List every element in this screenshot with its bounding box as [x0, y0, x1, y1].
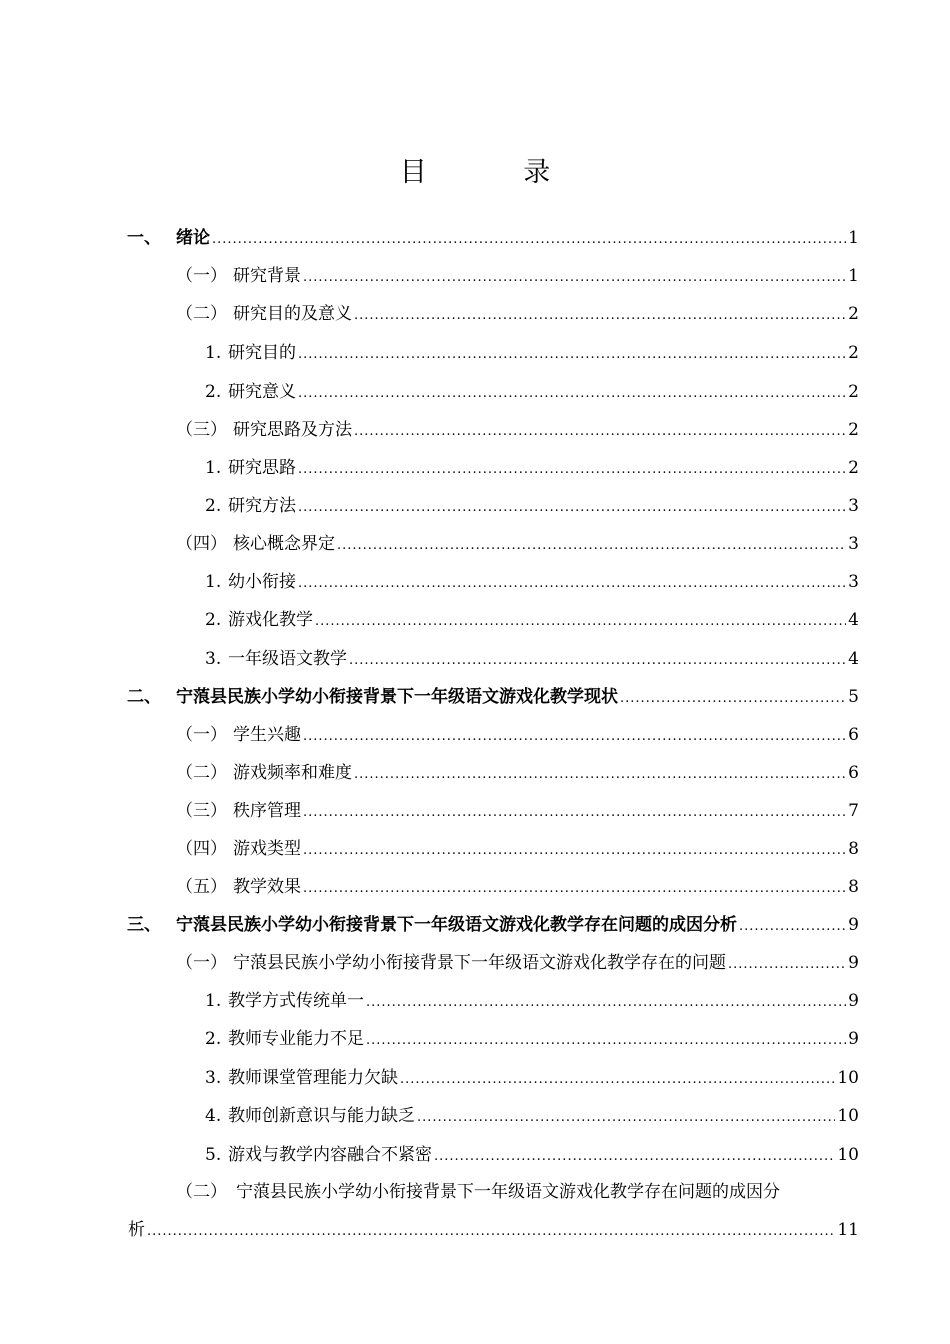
- toc-leader-dots: [417, 1104, 835, 1132]
- toc-entry-page: 3: [848, 572, 859, 592]
- toc-entry-page: 8: [848, 877, 859, 897]
- toc-leader-dots: [739, 913, 846, 941]
- toc-entry-page: 1: [848, 228, 859, 248]
- toc-entry-label: 游戏与教学内容融合不紧密: [228, 1143, 434, 1171]
- toc-entry-number: 1.: [205, 343, 222, 363]
- toc-entry-number: 3.: [205, 649, 222, 669]
- toc-entry-page: 10: [837, 1145, 859, 1165]
- toc-leader-dots: [303, 837, 846, 865]
- toc-entry-page: 2: [848, 382, 859, 402]
- toc-entry-page: 3: [848, 534, 859, 554]
- toc-entry-label: 游戏类型: [233, 837, 303, 865]
- toc-entry[interactable]: [0, 1066, 950, 1090]
- toc-entry-page: 6: [848, 725, 859, 745]
- toc-entry-number: 4.: [205, 1106, 222, 1126]
- toc-entry[interactable]: [0, 494, 950, 518]
- toc-entry[interactable]: [0, 1143, 950, 1167]
- toc-title: 目 录: [399, 157, 595, 188]
- toc-leader-dots: [434, 1143, 835, 1171]
- toc-entry[interactable]: [0, 647, 950, 671]
- toc-leader-dots: [349, 647, 846, 675]
- toc-entry-page: 2: [848, 458, 859, 478]
- toc-entry[interactable]: [0, 608, 950, 632]
- toc-entry[interactable]: [0, 226, 950, 250]
- toc-entry-label: 教学效果: [233, 875, 303, 903]
- toc-entry[interactable]: [0, 341, 950, 365]
- toc-entry-number: （一）: [176, 266, 227, 286]
- toc-entry-number: 2.: [205, 382, 222, 402]
- toc-entry-page: 10: [837, 1106, 859, 1126]
- toc-entry-label: 教师创新意识与能力缺乏: [228, 1104, 417, 1132]
- toc-entry-page: 1: [848, 266, 859, 286]
- toc-entry-label: 游戏化教学: [228, 608, 315, 636]
- toc-entry-number: （二）: [176, 1182, 227, 1202]
- toc-entry-page: 9: [848, 991, 859, 1011]
- toc-entry-wrapped-continuation[interactable]: [0, 1218, 950, 1242]
- toc-entry[interactable]: [0, 532, 950, 556]
- toc-entry-page: 2: [848, 304, 859, 324]
- toc-entry-label-line2: 析: [128, 1218, 147, 1246]
- toc-entry-page: 9: [848, 1029, 859, 1049]
- toc-entry-number: 1.: [205, 991, 222, 1011]
- toc-entry-page: 9: [848, 953, 859, 973]
- toc-entry-number: 一、: [127, 228, 161, 248]
- toc-entry[interactable]: [0, 989, 950, 1013]
- toc-entry[interactable]: [0, 875, 950, 899]
- toc-leader-dots: [354, 418, 846, 446]
- toc-entry-number: 1.: [205, 572, 222, 592]
- toc-leader-dots: [400, 1066, 835, 1094]
- toc-entry-page: 4: [848, 649, 859, 669]
- toc-entry-label: 研究意义: [228, 380, 298, 408]
- toc-leader-dots: [298, 380, 846, 408]
- toc-entry[interactable]: [0, 1104, 950, 1128]
- toc-entry-page: 6: [848, 763, 859, 783]
- toc-entry-number: （二）: [176, 763, 227, 783]
- toc-entry[interactable]: [0, 685, 950, 709]
- toc-entry-label: 研究背景: [233, 264, 303, 292]
- toc-entry-number: 1.: [205, 458, 222, 478]
- toc-entry-number: 2.: [205, 1029, 222, 1049]
- toc-leader-dots: [354, 761, 846, 789]
- toc-entry-label: 教师专业能力不足: [228, 1027, 366, 1055]
- toc-entry-number: 2.: [205, 610, 222, 630]
- toc-leader-dots: [337, 532, 846, 560]
- toc-entry[interactable]: [0, 264, 950, 288]
- toc-entry[interactable]: [0, 380, 950, 404]
- toc-entry[interactable]: [0, 1027, 950, 1051]
- toc-leader-dots: [303, 799, 846, 827]
- toc-entry[interactable]: [0, 570, 950, 594]
- toc-leader-dots: [298, 341, 846, 369]
- toc-entry-label: 研究思路: [228, 456, 298, 484]
- toc-entry[interactable]: [0, 913, 950, 937]
- toc-entry[interactable]: [0, 799, 950, 823]
- toc-leader-dots: [298, 494, 846, 522]
- toc-leader-dots: [303, 875, 846, 903]
- toc-entry-label: 研究目的: [228, 341, 298, 369]
- toc-entry-page: 2: [848, 343, 859, 363]
- toc-entry-label: 教学方式传统单一: [228, 989, 366, 1017]
- toc-entry-label: 研究方法: [228, 494, 298, 522]
- toc-entry-label: 研究思路及方法: [233, 418, 354, 446]
- toc-entry-page: 8: [848, 839, 859, 859]
- toc-entry-number: 三、: [127, 915, 161, 935]
- toc-entry-label: 绪论: [176, 226, 212, 254]
- toc-entry-page: 2: [848, 420, 859, 440]
- toc-entry-number: 2.: [205, 496, 222, 516]
- toc-entry-label: 学生兴趣: [233, 723, 303, 751]
- toc-entry-page: 10: [837, 1068, 859, 1088]
- toc-entry-page: 5: [848, 687, 859, 707]
- toc-entry-label: 核心概念界定: [233, 532, 337, 560]
- toc-entry-label: 宁蒗县民族小学幼小衔接背景下一年级语文游戏化教学现状: [176, 685, 620, 713]
- toc-entry[interactable]: [0, 761, 950, 785]
- toc-entry-label: 研究目的及意义: [233, 302, 354, 330]
- toc-leader-dots: [728, 951, 846, 979]
- toc-entry[interactable]: [0, 302, 950, 326]
- toc-entry-label: 宁蒗县民族小学幼小衔接背景下一年级语文游戏化教学存在的问题: [233, 951, 728, 979]
- toc-entry-label-line1: 宁蒗县民族小学幼小衔接背景下一年级语文游戏化教学存在问题的成因分: [236, 1182, 780, 1202]
- toc-entry-number: 二、: [127, 687, 161, 707]
- toc-entry-page: 3: [848, 496, 859, 516]
- toc-entry[interactable]: [0, 723, 950, 747]
- toc-entry-page: 4: [848, 610, 859, 630]
- toc-leader-dots: [303, 723, 846, 751]
- toc-leader-dots: [366, 989, 846, 1017]
- toc-entry-page: 9: [848, 915, 859, 935]
- toc-leader-dots: [212, 226, 846, 254]
- toc-entry-number: （一）: [176, 953, 227, 973]
- toc-leader-dots: [366, 1027, 846, 1055]
- toc-entry-number: 3.: [205, 1068, 222, 1088]
- toc-leader-dots: [298, 456, 846, 484]
- toc-leader-dots: [147, 1218, 835, 1246]
- toc-entry-wrapped[interactable]: [0, 1180, 950, 1204]
- toc-entry-number: （四）: [176, 839, 227, 859]
- toc-entry[interactable]: [0, 837, 950, 861]
- toc-entry-label: 秩序管理: [233, 799, 303, 827]
- toc-entry-number: （二）: [176, 304, 227, 324]
- toc-leader-dots: [354, 302, 846, 330]
- toc-entry[interactable]: [0, 951, 950, 975]
- toc-entry-number: 5.: [205, 1145, 222, 1165]
- toc-entry-number: （四）: [176, 534, 227, 554]
- toc-entry-label: 教师课堂管理能力欠缺: [228, 1066, 400, 1094]
- toc-leader-dots: [303, 264, 846, 292]
- toc-entry-label: 宁蒗县民族小学幼小衔接背景下一年级语文游戏化教学存在问题的成因分析: [176, 913, 739, 941]
- toc-entry-number: （五）: [176, 877, 227, 897]
- toc-leader-dots: [298, 570, 846, 598]
- toc-entry-label: 游戏频率和难度: [233, 761, 354, 789]
- toc-entry-page: 7: [848, 801, 859, 821]
- toc-entry-label: 一年级语文教学: [228, 647, 349, 675]
- toc-leader-dots: [315, 608, 846, 636]
- toc-entry-number: （三）: [176, 420, 227, 440]
- toc-entry-label: 幼小衔接: [228, 570, 298, 598]
- toc-leader-dots: [620, 685, 846, 713]
- toc-entry-number: （三）: [176, 801, 227, 821]
- toc-entry[interactable]: [0, 418, 950, 442]
- toc-entry-page: 11: [837, 1220, 859, 1240]
- toc-entry-number: （一）: [176, 725, 227, 745]
- toc-entry[interactable]: [0, 456, 950, 480]
